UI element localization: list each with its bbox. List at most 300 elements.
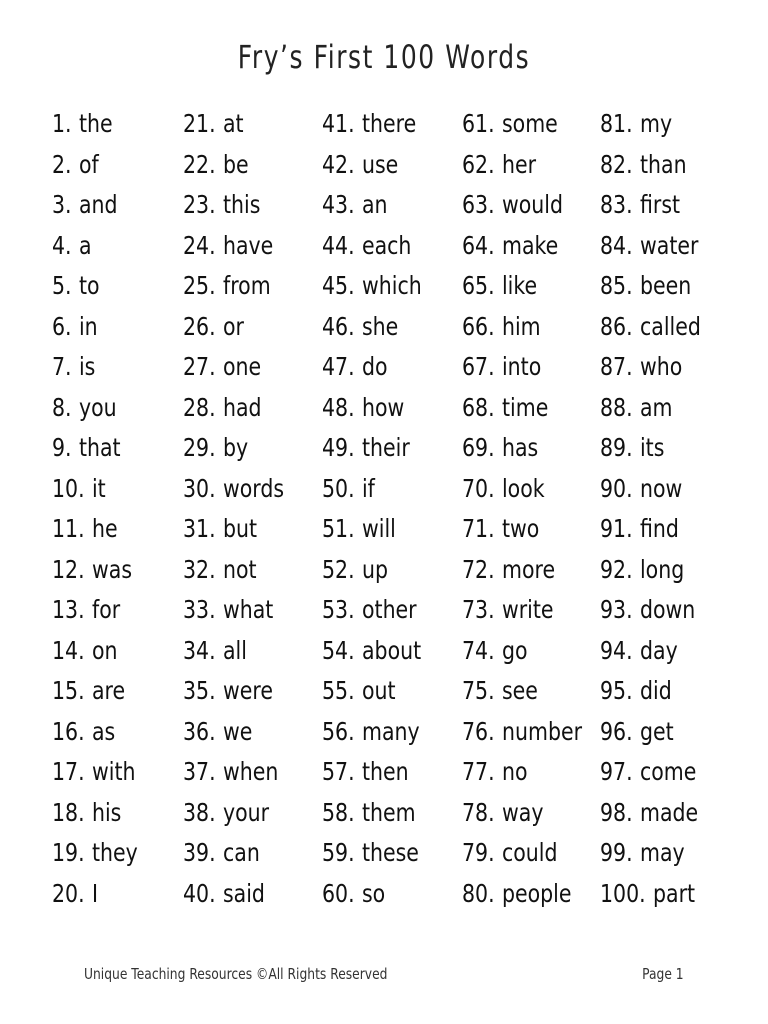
- word-text: water: [639, 230, 699, 260]
- word-text: way: [501, 797, 544, 827]
- word-number: 47.: [322, 352, 355, 381]
- word-text: make: [501, 230, 559, 260]
- word-list-item: [183, 590, 306, 631]
- word-list-item: [322, 428, 445, 469]
- word-list-item: [183, 874, 306, 915]
- page-title: Fry’s First 100 Words: [237, 38, 531, 76]
- word-number: 76.: [462, 716, 495, 746]
- word-list-item: [52, 347, 175, 388]
- word-number: 96.: [600, 716, 633, 746]
- word-list-item: [462, 631, 585, 672]
- word-list-item: [183, 752, 306, 793]
- word-number: 59.: [322, 838, 355, 867]
- word-text: has: [501, 433, 539, 462]
- word-text: look: [501, 473, 545, 503]
- word-text: were: [222, 676, 273, 705]
- word-text: up: [361, 554, 388, 584]
- word-number: 25.: [183, 271, 216, 300]
- word-text: be: [222, 149, 249, 179]
- word-text: it: [91, 473, 106, 503]
- word-list-item: [52, 550, 175, 591]
- word-list-item: [462, 833, 585, 874]
- word-text: number: [501, 716, 583, 746]
- word-list-item: [322, 752, 445, 793]
- word-list-item: [52, 307, 175, 348]
- word-list-item: [52, 671, 175, 712]
- word-list-item: [600, 671, 723, 712]
- word-text: them: [361, 797, 416, 827]
- word-number: 65.: [462, 271, 495, 300]
- word-text: write: [501, 595, 554, 624]
- word-text: and: [78, 190, 118, 219]
- word-text: did: [639, 676, 672, 705]
- word-list-item: [600, 347, 723, 388]
- word-list-item: [52, 631, 175, 672]
- word-number: 97.: [600, 757, 633, 786]
- word-number: 28.: [183, 392, 216, 422]
- word-number: 26.: [183, 311, 216, 341]
- word-number: 20.: [52, 878, 85, 908]
- word-text: called: [639, 311, 701, 341]
- word-list-item: [52, 509, 175, 550]
- word-number: 86.: [600, 311, 633, 341]
- word-list-item: [462, 307, 585, 348]
- word-text: a: [78, 230, 92, 260]
- footer-page-number: Page 1: [642, 965, 684, 983]
- word-list-item: [183, 833, 306, 874]
- word-list-item: [183, 428, 306, 469]
- word-list-item: [322, 550, 445, 591]
- word-number: 43.: [322, 190, 355, 219]
- word-text: many: [361, 716, 420, 746]
- word-list-item: [462, 793, 585, 834]
- word-number: 15.: [52, 676, 85, 705]
- word-number: 67.: [462, 352, 495, 381]
- word-list-item: [183, 185, 306, 226]
- word-text: like: [501, 271, 538, 300]
- word-text: day: [639, 635, 678, 665]
- word-number: 48.: [322, 392, 355, 422]
- word-number: 66.: [462, 311, 495, 341]
- word-text: how: [361, 392, 405, 422]
- word-list-item: [52, 833, 175, 874]
- word-text: been: [639, 271, 692, 300]
- word-list-item: [322, 347, 445, 388]
- word-text: of: [78, 149, 99, 179]
- word-number: 7.: [52, 352, 72, 381]
- word-text: from: [222, 271, 271, 300]
- word-number: 2.: [52, 149, 72, 179]
- word-text: in: [78, 311, 98, 341]
- word-list-item: [322, 307, 445, 348]
- word-number: 69.: [462, 433, 495, 462]
- word-text: for: [91, 595, 121, 624]
- word-column-2: [183, 104, 333, 914]
- word-text: use: [361, 149, 399, 179]
- word-list-item: [600, 793, 723, 834]
- word-number: 6.: [52, 311, 72, 341]
- word-list-item: [462, 145, 585, 186]
- word-number: 33.: [183, 595, 216, 624]
- word-number: 87.: [600, 352, 633, 381]
- word-text: not: [222, 554, 257, 584]
- word-number: 79.: [462, 838, 495, 867]
- word-list-item: [600, 428, 723, 469]
- word-list-item: [52, 469, 175, 510]
- word-text: I: [91, 878, 99, 908]
- word-text: come: [639, 757, 697, 786]
- word-number: 85.: [600, 271, 633, 300]
- word-list-item: [462, 104, 585, 145]
- word-list-item: [183, 104, 306, 145]
- word-number: 44.: [322, 230, 355, 260]
- word-text: now: [639, 473, 683, 503]
- word-list-item: [600, 631, 723, 672]
- word-number: 11.: [52, 514, 85, 543]
- word-text: can: [222, 838, 260, 867]
- word-number: 32.: [183, 554, 216, 584]
- word-list-item: [183, 550, 306, 591]
- word-number: 81.: [600, 109, 633, 138]
- word-number: 42.: [322, 149, 355, 179]
- word-column-4: [462, 104, 612, 914]
- word-text: find: [639, 514, 679, 543]
- word-text: first: [639, 190, 681, 219]
- word-number: 60.: [322, 878, 355, 908]
- word-number: 5.: [52, 271, 72, 300]
- word-number: 98.: [600, 797, 633, 827]
- word-list-item: [52, 874, 175, 915]
- word-text: made: [639, 797, 699, 827]
- word-number: 70.: [462, 473, 495, 503]
- word-list-item: [52, 185, 175, 226]
- word-number: 93.: [600, 595, 633, 624]
- word-number: 27.: [183, 352, 216, 381]
- word-number: 100.: [600, 878, 646, 908]
- word-number: 29.: [183, 433, 216, 462]
- word-list-item: [600, 307, 723, 348]
- word-text: time: [501, 392, 549, 422]
- word-number: 9.: [52, 433, 72, 462]
- word-text: his: [91, 797, 122, 827]
- word-text: other: [361, 595, 417, 624]
- word-list-item: [462, 590, 585, 631]
- word-text: had: [222, 392, 262, 422]
- word-list-item: [183, 469, 306, 510]
- word-text: so: [361, 878, 386, 908]
- word-number: 92.: [600, 554, 633, 584]
- word-list-item: [52, 428, 175, 469]
- word-text: long: [639, 554, 685, 584]
- word-list-item: [600, 469, 723, 510]
- word-text: could: [501, 838, 558, 867]
- word-number: 49.: [322, 433, 355, 462]
- word-text: than: [639, 149, 687, 179]
- word-number: 18.: [52, 797, 85, 827]
- word-list-item: [462, 388, 585, 429]
- word-list-item: [322, 388, 445, 429]
- word-list-item: [600, 145, 723, 186]
- word-text: there: [361, 109, 417, 138]
- word-text: would: [501, 190, 564, 219]
- word-number: 99.: [600, 838, 633, 867]
- word-number: 78.: [462, 797, 495, 827]
- word-list-item: [600, 752, 723, 793]
- word-list-item: [322, 469, 445, 510]
- word-number: 58.: [322, 797, 355, 827]
- word-list-item: [462, 550, 585, 591]
- word-number: 46.: [322, 311, 355, 341]
- word-number: 10.: [52, 473, 85, 503]
- word-text: part: [653, 878, 696, 908]
- word-number: 82.: [600, 149, 633, 179]
- word-text: their: [361, 433, 410, 462]
- word-number: 3.: [52, 190, 72, 219]
- word-number: 50.: [322, 473, 355, 503]
- word-column-1: [52, 104, 202, 914]
- word-number: 37.: [183, 757, 216, 786]
- word-number: 52.: [322, 554, 355, 584]
- word-text: more: [501, 554, 556, 584]
- word-text: out: [361, 676, 396, 705]
- word-list-item: [462, 752, 585, 793]
- word-text: but: [222, 514, 258, 543]
- word-text: with: [91, 757, 136, 786]
- word-text: we: [222, 716, 253, 746]
- word-list-item: [322, 590, 445, 631]
- word-list-item: [183, 307, 306, 348]
- word-list-item: [322, 833, 445, 874]
- word-list-item: [322, 266, 445, 307]
- word-text: get: [639, 716, 674, 746]
- word-number: 23.: [183, 190, 216, 219]
- word-list-item: [462, 874, 585, 915]
- word-text: into: [501, 352, 542, 381]
- word-text: then: [361, 757, 409, 786]
- word-list-item: [183, 712, 306, 753]
- word-list-item: [52, 712, 175, 753]
- word-list-item: [52, 266, 175, 307]
- word-list-item: [322, 145, 445, 186]
- word-number: 40.: [183, 878, 216, 908]
- word-list-item: [322, 509, 445, 550]
- word-list-item: [600, 226, 723, 267]
- word-column-5: [600, 104, 750, 914]
- word-number: 31.: [183, 514, 216, 543]
- word-number: 14.: [52, 635, 85, 665]
- word-text: my: [639, 109, 673, 138]
- word-number: 8.: [52, 392, 72, 422]
- word-text: by: [222, 433, 249, 462]
- word-list-item: [462, 712, 585, 753]
- word-text: no: [501, 757, 528, 786]
- word-text: as: [91, 716, 116, 746]
- word-text: have: [222, 230, 274, 260]
- word-text: is: [78, 352, 96, 381]
- word-list-item: [183, 266, 306, 307]
- word-number: 91.: [600, 514, 633, 543]
- word-list-item: [183, 347, 306, 388]
- word-list-item: [600, 550, 723, 591]
- word-text: they: [91, 838, 138, 867]
- word-number: 73.: [462, 595, 495, 624]
- word-list-item: [322, 631, 445, 672]
- word-list-item: [52, 145, 175, 186]
- word-list-item: [462, 266, 585, 307]
- word-text: about: [361, 635, 422, 665]
- word-text: will: [361, 514, 396, 543]
- word-text: on: [91, 635, 118, 665]
- word-number: 80.: [462, 878, 495, 908]
- word-text: or: [222, 311, 244, 341]
- word-list-item: [52, 752, 175, 793]
- word-text: if: [361, 473, 375, 503]
- word-number: 39.: [183, 838, 216, 867]
- word-list-item: [183, 631, 306, 672]
- word-number: 41.: [322, 109, 355, 138]
- word-list-item: [462, 347, 585, 388]
- word-list-item: [322, 104, 445, 145]
- word-text: am: [639, 392, 673, 422]
- word-text: her: [501, 149, 537, 179]
- word-list-item: [600, 266, 723, 307]
- word-list-item: [322, 226, 445, 267]
- word-list-item: [322, 712, 445, 753]
- word-text: this: [222, 190, 261, 219]
- word-number: 90.: [600, 473, 633, 503]
- word-number: 24.: [183, 230, 216, 260]
- word-number: 21.: [183, 109, 216, 138]
- word-text: go: [501, 635, 528, 665]
- word-number: 83.: [600, 190, 633, 219]
- word-text: an: [361, 190, 388, 219]
- word-text: who: [639, 352, 683, 381]
- word-number: 94.: [600, 635, 633, 665]
- word-text: words: [222, 473, 285, 503]
- word-list-item: [600, 874, 723, 915]
- word-number: 68.: [462, 392, 495, 422]
- word-list-item: [183, 671, 306, 712]
- word-number: 1.: [52, 109, 72, 138]
- word-text: are: [91, 676, 126, 705]
- word-number: 72.: [462, 554, 495, 584]
- word-list-item: [52, 104, 175, 145]
- word-text: each: [361, 230, 412, 260]
- word-text: was: [91, 554, 133, 584]
- word-text: do: [361, 352, 388, 381]
- word-list-item: [52, 388, 175, 429]
- word-list-item: [183, 226, 306, 267]
- word-text: people: [501, 878, 572, 908]
- word-list-item: [462, 185, 585, 226]
- word-text: she: [361, 311, 399, 341]
- word-list-item: [183, 793, 306, 834]
- word-number: 89.: [600, 433, 633, 462]
- word-list-item: [462, 509, 585, 550]
- word-number: 19.: [52, 838, 85, 867]
- word-number: 84.: [600, 230, 633, 260]
- word-list-item: [183, 388, 306, 429]
- word-list-grid: [0, 104, 768, 914]
- word-list-item: [322, 671, 445, 712]
- word-text: which: [361, 271, 422, 300]
- word-list-item: [52, 793, 175, 834]
- word-text: your: [222, 797, 270, 827]
- word-text: may: [639, 838, 685, 867]
- word-text: said: [222, 878, 265, 908]
- word-number: 16.: [52, 716, 85, 746]
- word-list-item: [462, 226, 585, 267]
- word-text: see: [501, 676, 538, 705]
- word-text: when: [222, 757, 279, 786]
- word-list-item: [462, 428, 585, 469]
- word-number: 35.: [183, 676, 216, 705]
- word-number: 77.: [462, 757, 495, 786]
- word-number: 61.: [462, 109, 495, 138]
- word-list-item: [322, 874, 445, 915]
- word-list-item: [600, 833, 723, 874]
- word-text: to: [78, 271, 100, 300]
- word-text: down: [639, 595, 696, 624]
- word-list-item: [600, 590, 723, 631]
- word-number: 95.: [600, 676, 633, 705]
- word-list-item: [183, 509, 306, 550]
- word-number: 75.: [462, 676, 495, 705]
- word-column-3: [322, 104, 472, 914]
- word-number: 62.: [462, 149, 495, 179]
- word-list-item: [600, 104, 723, 145]
- word-number: 88.: [600, 392, 633, 422]
- word-text: that: [78, 433, 121, 462]
- word-number: 57.: [322, 757, 355, 786]
- word-number: 12.: [52, 554, 85, 584]
- word-number: 22.: [183, 149, 216, 179]
- word-text: you: [78, 392, 117, 422]
- word-number: 64.: [462, 230, 495, 260]
- word-list-item: [322, 793, 445, 834]
- word-number: 45.: [322, 271, 355, 300]
- word-number: 36.: [183, 716, 216, 746]
- word-text: two: [501, 514, 540, 543]
- word-list-item: [52, 590, 175, 631]
- word-text: all: [222, 635, 247, 665]
- word-list-item: [600, 388, 723, 429]
- word-list-item: [600, 185, 723, 226]
- word-text: some: [501, 109, 558, 138]
- word-text: him: [501, 311, 541, 341]
- word-number: 74.: [462, 635, 495, 665]
- word-list-item: [322, 185, 445, 226]
- word-number: 63.: [462, 190, 495, 219]
- word-number: 30.: [183, 473, 216, 503]
- word-number: 13.: [52, 595, 85, 624]
- word-number: 38.: [183, 797, 216, 827]
- word-number: 17.: [52, 757, 85, 786]
- word-number: 71.: [462, 514, 495, 543]
- word-number: 4.: [52, 230, 72, 260]
- word-text: he: [91, 514, 118, 543]
- word-list-item: [183, 145, 306, 186]
- word-text: the: [78, 109, 113, 138]
- word-text: its: [639, 433, 665, 462]
- word-number: 56.: [322, 716, 355, 746]
- word-text: one: [222, 352, 262, 381]
- word-text: at: [222, 109, 244, 138]
- footer-copyright: Unique Teaching Resources ©All Rights Reserved: [84, 965, 388, 983]
- word-list-item: [600, 509, 723, 550]
- word-number: 54.: [322, 635, 355, 665]
- word-number: 55.: [322, 676, 355, 705]
